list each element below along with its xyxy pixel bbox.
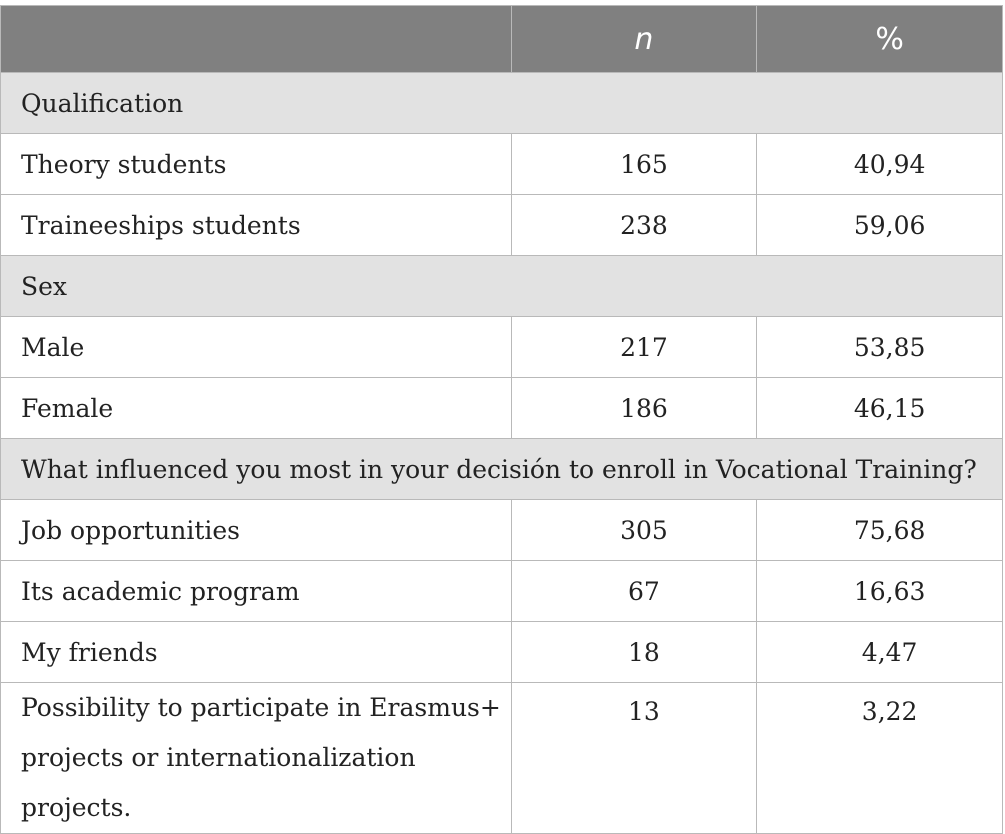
row-n: 217 [511, 317, 757, 378]
row-percent: 4,47 [757, 622, 1003, 683]
row-n: 305 [511, 500, 757, 561]
table-row [1, 134, 1003, 195]
section-row-influence [1, 439, 1003, 500]
row-n: 13 [511, 683, 757, 834]
row-percent: 46,15 [757, 378, 1003, 439]
row-label: Traineeships students [1, 195, 512, 256]
row-percent: 16,63 [757, 561, 1003, 622]
section-title: What influenced you most in your decisión to enroll in Vocational Training? [1, 439, 1003, 500]
row-label: Theory students [1, 134, 512, 195]
table-row [1, 317, 1003, 378]
header-n-cell: n [511, 6, 757, 73]
header-percent-cell: % [757, 6, 1003, 73]
row-n: 238 [511, 195, 757, 256]
section-row-sex [1, 256, 1003, 317]
table-row [1, 195, 1003, 256]
table-row [1, 500, 1003, 561]
row-label: Its academic program [1, 561, 512, 622]
section-title: Qualification [1, 73, 1003, 134]
row-percent: 53,85 [757, 317, 1003, 378]
row-label: Job opportunities [1, 500, 512, 561]
row-label: Female [1, 378, 512, 439]
row-n: 18 [511, 622, 757, 683]
row-percent: 40,94 [757, 134, 1003, 195]
demographics-table [0, 5, 1003, 834]
row-label: Male [1, 317, 512, 378]
row-n: 186 [511, 378, 757, 439]
section-row-qualification [1, 73, 1003, 134]
header-label-cell [1, 6, 512, 73]
row-percent: 75,68 [757, 500, 1003, 561]
header-row [1, 6, 1003, 73]
table-row [1, 683, 1003, 834]
row-percent: 59,06 [757, 195, 1003, 256]
row-label: My friends [1, 622, 512, 683]
row-n: 165 [511, 134, 757, 195]
row-n: 67 [511, 561, 757, 622]
row-percent: 3,22 [757, 683, 1003, 834]
table-row [1, 622, 1003, 683]
table-row [1, 378, 1003, 439]
row-label: Possibility to participate in Erasmus+ projects or internationalization projects. [1, 683, 512, 834]
table-row [1, 561, 1003, 622]
section-title: Sex [1, 256, 1003, 317]
